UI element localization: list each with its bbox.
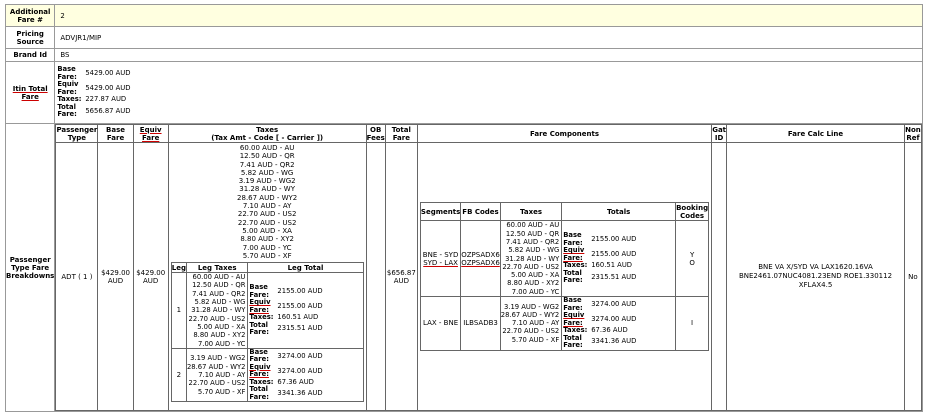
leg-number: 1 — [171, 273, 186, 349]
fc-fb-codes: OZPSADX6 OZPSADX6 — [461, 221, 501, 297]
fc-col-fb-codes: FB Codes — [461, 203, 501, 221]
itin-total-label: Itin Total Fare — [6, 62, 55, 124]
col-fare-components: Fare Components — [417, 125, 711, 143]
col-base-fare: Base Fare — [98, 125, 133, 143]
col-total-fare: Total Fare — [385, 125, 417, 143]
ob-fees-value — [366, 143, 385, 411]
col-gat-id: Gat ID — [712, 125, 727, 142]
total-fare-value: $656.87 AUD — [385, 143, 417, 411]
base-fare-value: $429.00 AUD — [98, 143, 133, 411]
equiv-fare-value: $429.00 AUD — [133, 143, 168, 411]
itin-equiv-value: 5429.00 AUD — [85, 84, 131, 92]
gat-id-value — [712, 143, 727, 411]
additional-fare-label: Additional Fare # — [6, 5, 55, 27]
leg-taxes: 3.19 AUD - WG2 28.67 AUD - WY2 7.10 AUD - AY 22.70 AUD - US2 5.70 AUD - XF — [186, 354, 246, 396]
fc-segments: BNE - SYD SYD - LAX — [420, 221, 460, 297]
fc-fb-codes: ILBSADB3 — [461, 297, 501, 351]
fc-taxes: 60.00 AUD - AU 12.50 AUD - QR 7.41 AUD - QR2 5.82 AUD - WG 31.28 AUD - WY 22.70 AUD - US2 5.00 AUD - XA 8.80 AUD - XY2 7.00 AUD - YC — [502, 221, 560, 296]
fare-details-table — [5, 4, 923, 412]
fc-taxes: 3.19 AUD - WG2 28.67 AUD - WY2 7.10 AUD - AY 22.70 AUD - US2 5.70 AUD - XF — [500, 302, 560, 344]
itin-total-fare-label: Total Fare: — [57, 102, 77, 119]
itin-base-label: Base Fare: — [57, 65, 77, 81]
itin-total-fare-value: 5656.87 AUD — [85, 106, 131, 115]
col-non-ref: Non Ref — [905, 125, 921, 142]
col-taxes: Taxes (Tax Amt - Code [ - Carrier ]) — [168, 125, 366, 143]
fc-totals: Base Fare: 3274.00 AUD Equiv Fare: 3274.00 AUD Taxes: 67.36 AUD Total Fare: 3341.36 AUD — [563, 296, 637, 350]
itin-taxes-value: 227.87 AUD — [85, 95, 127, 104]
col-fare-calc-line: Fare Calc Line — [727, 125, 905, 143]
leg-col-taxes: Leg Taxes — [186, 263, 247, 273]
fare-components-table — [420, 202, 709, 350]
brand-id-value: BS — [55, 49, 923, 62]
leg-totals: Base Fare: 2155.00 AUD Equiv Fare: 2155.00 AUD Taxes: 160.51 AUD Total Fare: 2315.51 AUD — [249, 283, 323, 337]
leg-taxes: 60.00 AUD - AU 12.50 AUD - QR 7.41 AUD - QR2 5.82 AUD - WG 31.28 AUD - WY 22.70 AUD - US2 5.00 AUD - XA 8.80 AUD - XY2 7.00 AUD - YC — [188, 273, 246, 348]
itin-equiv-label: Equiv Fare: — [57, 80, 79, 96]
fc-totals: Base Fare: 2155.00 AUD Equiv Fare: 2155.00 AUD Taxes: 160.51 AUD Total Fare: 2315.51 AUD — [563, 231, 637, 285]
col-ob-fees: OB Fees — [366, 125, 385, 142]
leg-table — [171, 262, 364, 402]
non-ref-value: No — [904, 143, 921, 411]
col-equiv-fare: Equiv Fare — [133, 125, 168, 143]
itin-taxes-label: Taxes: — [57, 95, 82, 104]
ptfb-table — [55, 124, 922, 411]
leg-totals: Base Fare: 3274.00 AUD Equiv Fare: 3274.00 AUD Taxes: 67.36 AUD Total Fare: 3341.36 AUD — [249, 347, 323, 401]
fare-calc-value: BNE VA X/SYD VA LAX1620.16VA BNE2461.07NUC4081.23END ROE1.330112 XFLAX4.5 — [727, 143, 905, 411]
brand-id-label: Brand Id — [6, 49, 55, 62]
passenger-type-value: ADT ( 1 ) — [56, 143, 98, 411]
fc-booking-codes: Y O — [676, 221, 709, 297]
pricing-source-value: ADVJR1/MIP — [55, 27, 923, 49]
fc-segments: LAX - BNE — [420, 297, 460, 351]
fc-col-totals: Totals — [562, 203, 676, 221]
fc-col-segments: Segments — [420, 203, 460, 221]
col-passenger-type: Passenger Type — [56, 125, 98, 142]
fc-booking-codes: I — [676, 297, 709, 351]
ptfb-label: Passenger Type Fare Breakdowns — [6, 124, 55, 412]
taxes-list: 60.00 AUD - AU 12.50 AUD - QR 7.41 AUD - QR2 5.82 AUD - WG 3.19 AUD - WG2 31.28 AUD - WY 28.67 AUD - WY2 7.10 AUD - AY 22.70 AUD - US2 22.70 AUD - US2 5.00 AUD - XA 8.80 AUD - XY2 7.00 AUD - YC 5.70 AUD - XF — [237, 144, 298, 260]
leg-number: 2 — [171, 348, 186, 402]
itin-base-value: 5429.00 AUD — [85, 69, 131, 77]
fc-col-booking-codes: Booking Codes — [676, 203, 709, 220]
additional-fare-value: 2 — [55, 5, 923, 27]
leg-col-leg: Leg — [171, 263, 186, 272]
fc-col-taxes: Taxes — [500, 203, 561, 221]
leg-col-total: Leg Total — [248, 263, 363, 273]
itin-total-breakdown — [57, 66, 130, 119]
pricing-source-label: Pricing Source — [6, 27, 55, 49]
